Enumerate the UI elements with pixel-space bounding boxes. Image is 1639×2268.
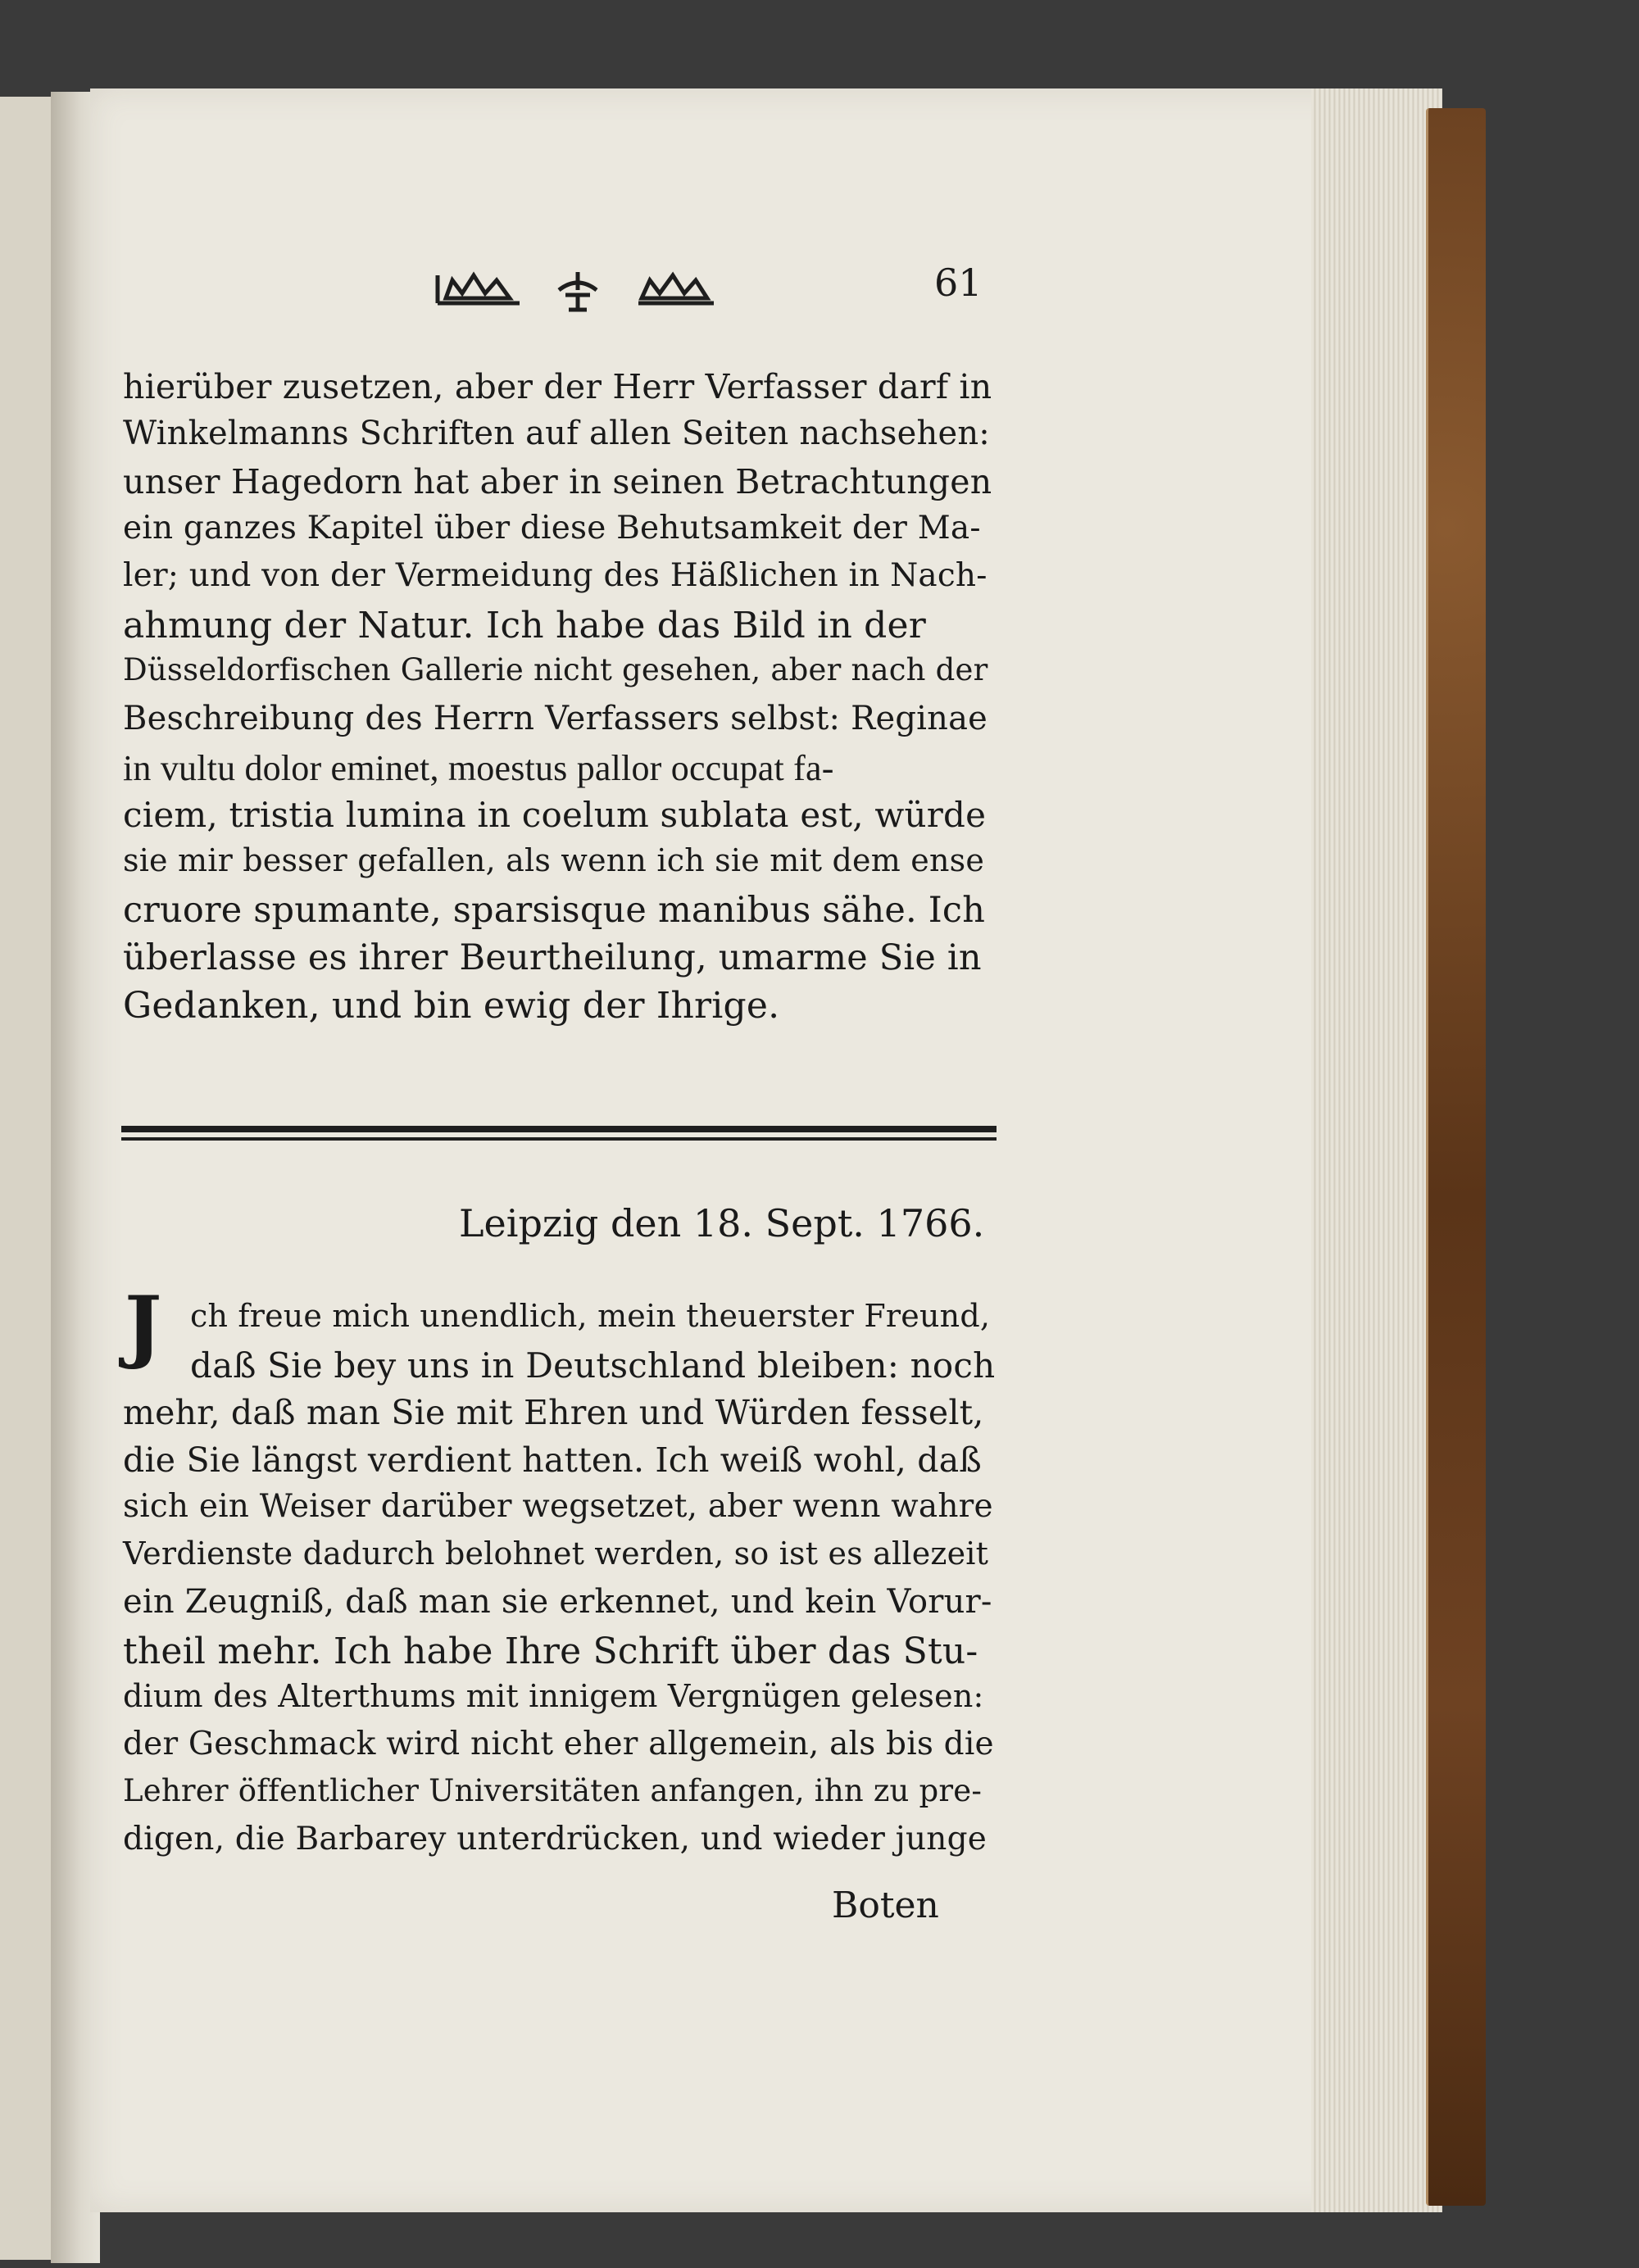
section-rule-thin	[121, 1137, 997, 1141]
latin-text-line: in vultu dolor eminet, moestus pallor occupat fa-	[123, 748, 834, 788]
text-line: ein ganzes Kapitel über diese Behutsamkeit der Ma-	[123, 510, 981, 547]
text-line: der Geschmack wird nicht eher allgemein, als bis die	[123, 1726, 994, 1762]
page-number: 61	[934, 261, 983, 305]
text-line: ein Zeugniß, daß man sie erkennet, und kein Vorur-	[123, 1583, 992, 1621]
text-line: mehr, daß man Sie mit Ehren und Würden fesselt,	[123, 1393, 984, 1432]
page-header	[434, 261, 1008, 318]
text-line: Verdienste dadurch belohnet werden, so ist es allezeit	[123, 1535, 989, 1572]
text-line: Lehrer öffentlicher Universitäten anfangen, ihn zu pre-	[123, 1773, 983, 1808]
text-line: digen, die Barbarey unterdrücken, und wieder junge	[123, 1821, 987, 1857]
text-line: die Sie längst verdient hatten. Ich weiß wohl, daß	[123, 1440, 982, 1480]
drop-initial: J	[125, 1279, 162, 1372]
text-line: Winkelmanns Schriften auf allen Seiten nachsehen:	[123, 415, 990, 452]
text-line: ahmung der Natur. Ich habe das Bild in der	[123, 605, 927, 646]
text-line: Gedanken, und bin ewig der Ihrige.	[123, 985, 780, 1027]
text-line: hierüber zusetzen, aber der Herr Verfasser darf in	[123, 367, 992, 406]
text-line: überlasse es ihrer Beurtheilung, umarme Sie in	[123, 937, 982, 978]
text-line: sich ein Weiser darüber wegsetzet, aber wenn wahre	[123, 1488, 993, 1525]
book-page	[90, 88, 1352, 2212]
text-line: cruore spumante, sparsisque manibus sähe. Ich	[123, 890, 986, 931]
text-line: sie mir besser gefallen, als wenn ich sie mit dem ense	[123, 842, 985, 878]
text-line: unser Hagedorn hat aber in seinen Betrachtungen	[123, 462, 992, 501]
text-line: theil mehr. Ich habe Ihre Schrift über das Stu-	[123, 1631, 978, 1672]
book-cover-edge	[1426, 108, 1486, 2206]
text-line: ch freue mich unendlich, mein theuerster Freund,	[190, 1298, 991, 1334]
catchword: Boten	[832, 1885, 939, 1926]
text-line: Beschreibung des Herrn Verfassers selbst: Reginae	[123, 700, 987, 737]
text-line: dium des Alterthums mit innigem Vergnügen gelesen:	[123, 1678, 984, 1714]
text-line: Düsseldorfischen Gallerie nicht gesehen, aber nach der	[123, 652, 988, 687]
crown-ornament-left-icon	[434, 269, 524, 306]
text-line: ler; und von der Vermeidung des Häßlichen in Nach-	[123, 557, 987, 594]
text-line: daß Sie bey uns in Deutschland bleiben: noch	[190, 1345, 996, 1386]
text-line: ciem, tristia lumina in coelum sublata est, würde	[123, 795, 987, 835]
flower-ornament-icon	[549, 269, 606, 315]
crown-ornament-right-icon	[635, 269, 717, 306]
letter-dateline: Leipzig den 18. Sept. 1766.	[459, 1201, 985, 1245]
left-page-edge	[0, 97, 52, 2260]
page-edges	[1311, 88, 1442, 2212]
section-rule-thick	[121, 1126, 997, 1132]
